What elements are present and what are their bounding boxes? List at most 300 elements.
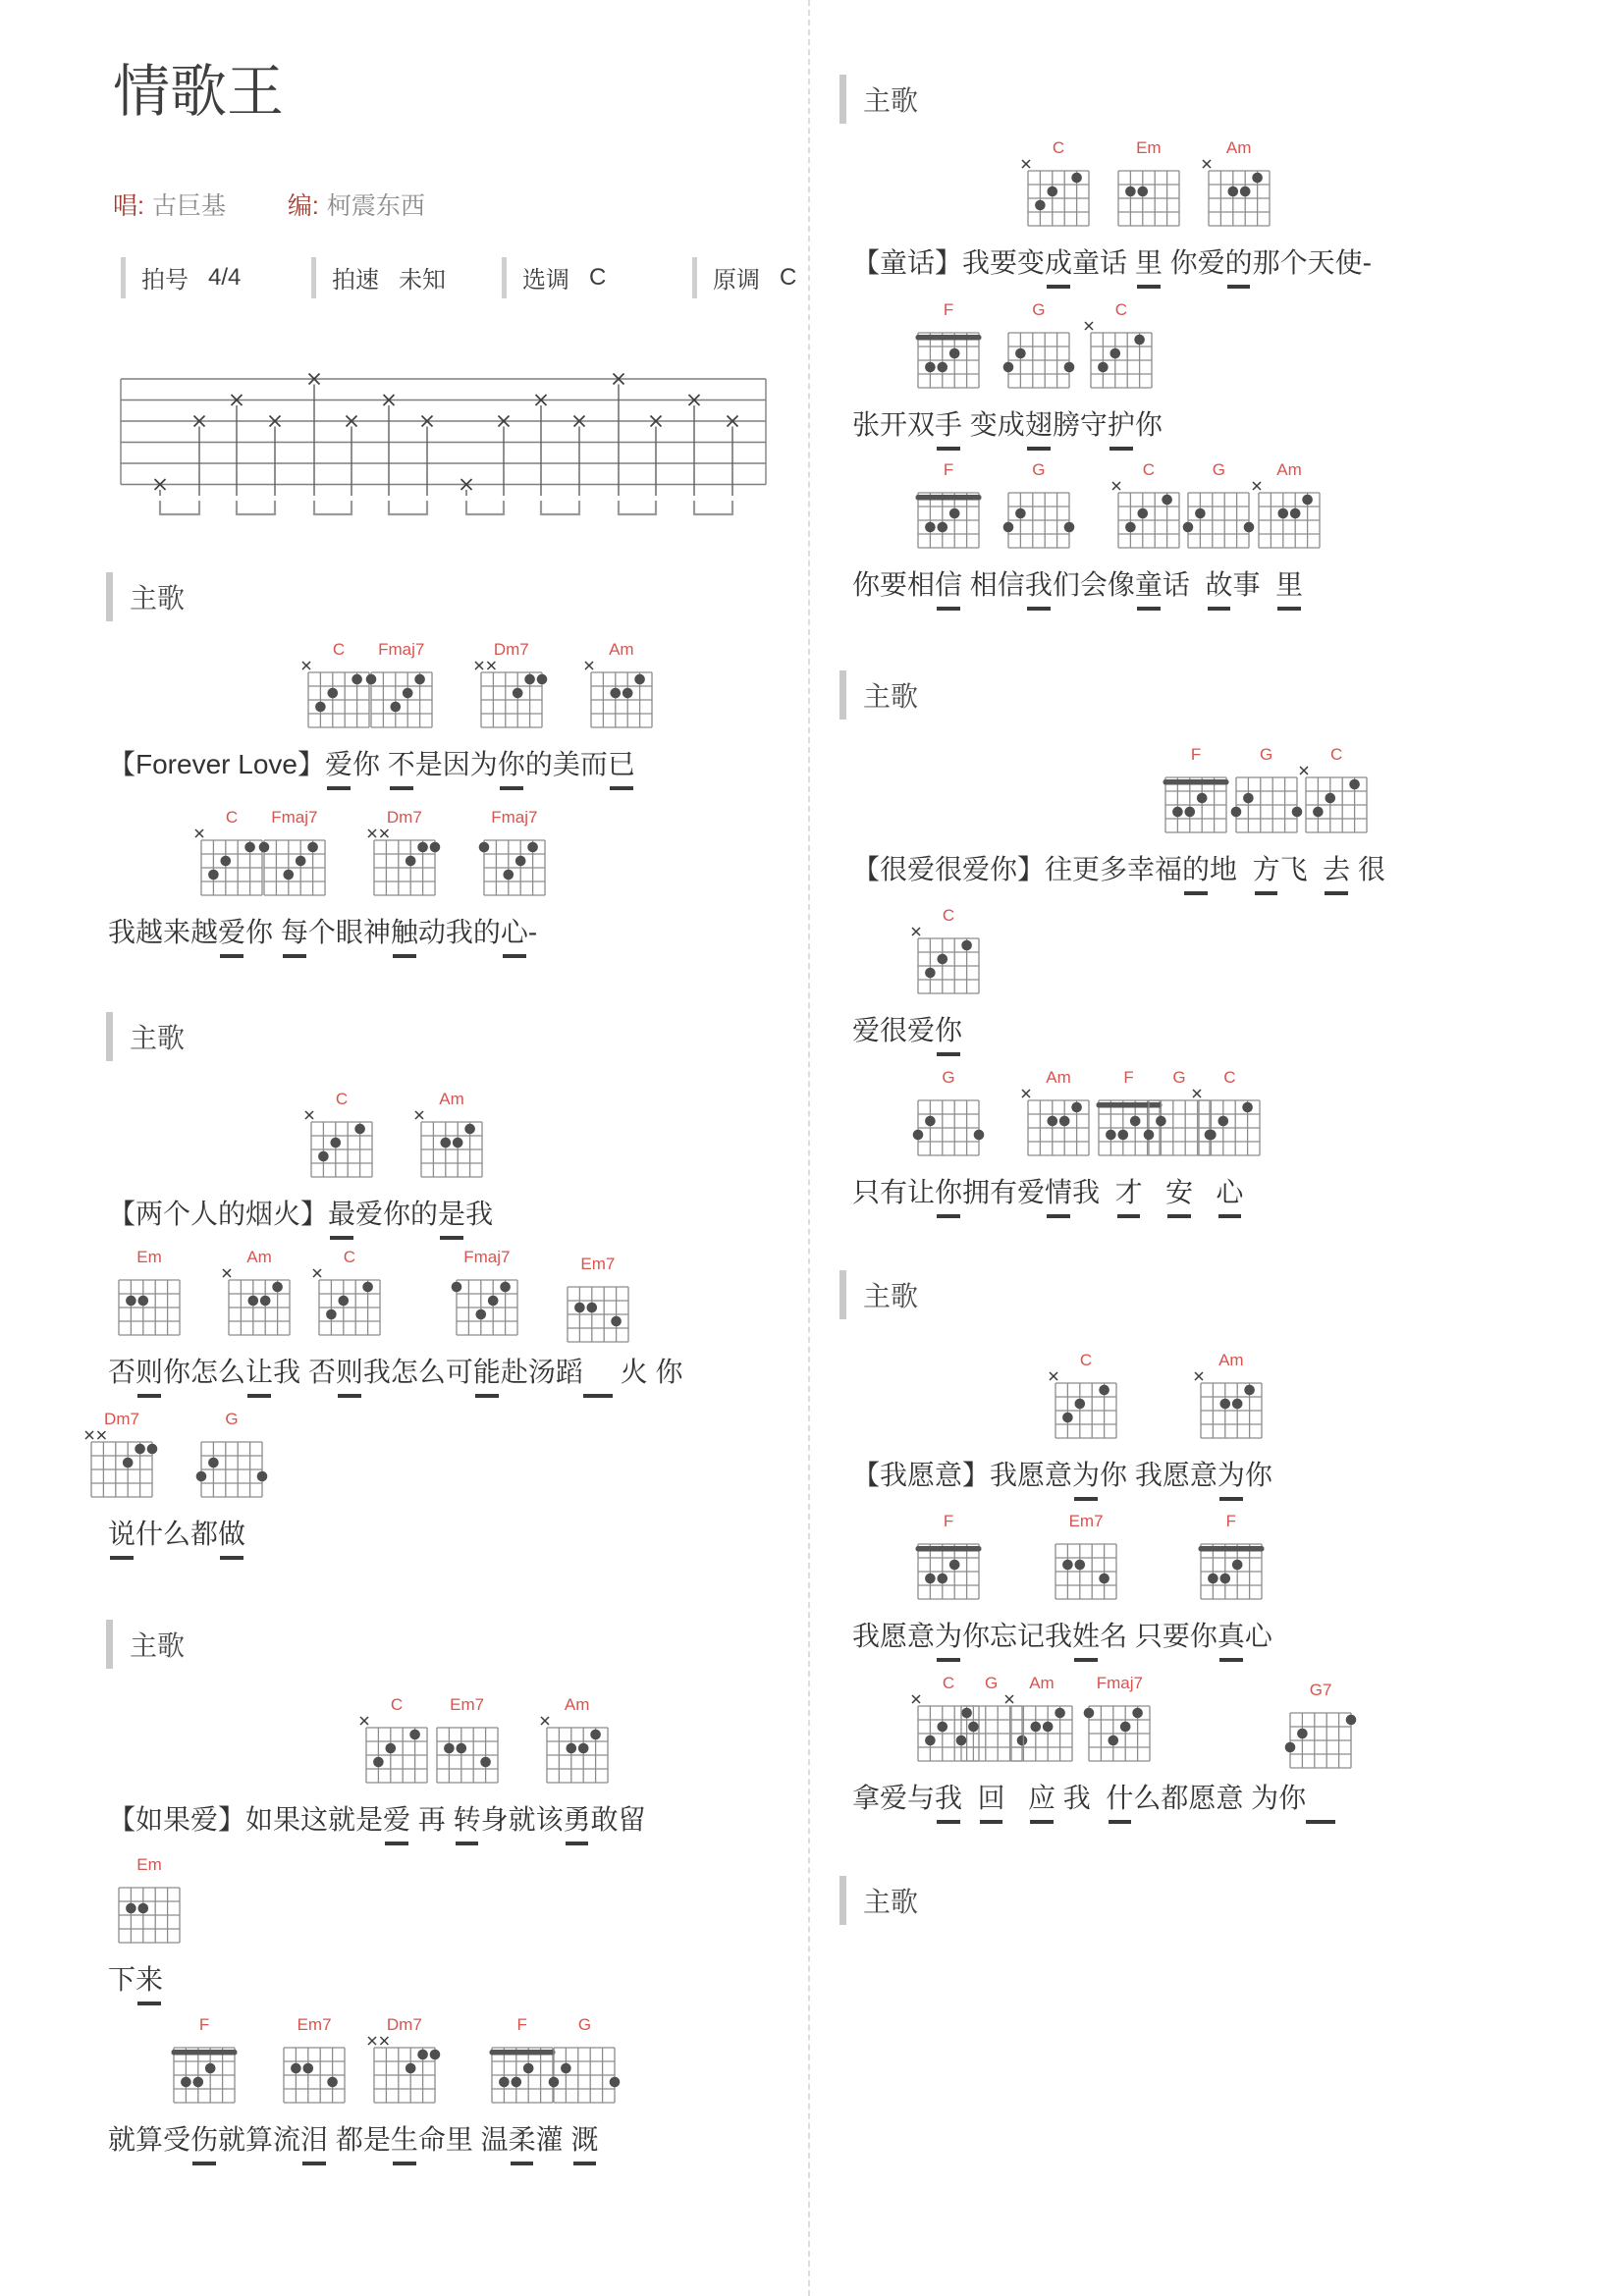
meta-separator bbox=[121, 257, 126, 298]
chord-name-label: G bbox=[942, 1068, 955, 1087]
section-label bbox=[839, 1270, 1615, 1319]
chord-name-label: F bbox=[516, 2014, 527, 2034]
lyric-token: 你 bbox=[1100, 1460, 1135, 1490]
section-label-text: 主歌 bbox=[863, 1281, 919, 1311]
underlined-syllable: G 故 bbox=[1205, 567, 1232, 602]
chord-name-label: C bbox=[1114, 300, 1127, 319]
meta-separator bbox=[692, 257, 697, 298]
underlined-syllable: C 我 bbox=[935, 1781, 962, 1815]
chord-diagram bbox=[110, 1856, 189, 1954]
lyric-row bbox=[852, 906, 1615, 1047]
chord-name-label: G bbox=[984, 1674, 999, 1692]
underlined-syllable: C 心 bbox=[1216, 1175, 1243, 1209]
lyric-line bbox=[852, 460, 1615, 602]
chord-diagram bbox=[475, 809, 554, 907]
chord-grid bbox=[363, 661, 440, 731]
lyric-token: 就算受 bbox=[108, 2123, 191, 2155]
lyric-row bbox=[852, 1512, 1615, 1653]
meta-bar bbox=[121, 257, 798, 298]
meta-separator bbox=[311, 257, 316, 298]
lyric-token bbox=[1193, 1177, 1216, 1207]
lyric-token: 爱很爱 bbox=[852, 1015, 936, 1045]
lyric-token: 么都愿意 为你 bbox=[1133, 1783, 1307, 1813]
lyric-line bbox=[104, 1409, 798, 1551]
underlined-syllable: G 回 bbox=[978, 1781, 1005, 1815]
section-label-text: 主歌 bbox=[863, 85, 919, 116]
meta-tempo: 拍速 未知 bbox=[311, 257, 502, 298]
lyric-token: 爱你的 bbox=[355, 1198, 439, 1229]
chord-grid bbox=[221, 1268, 298, 1339]
lyric-token: 再 bbox=[410, 1803, 454, 1835]
chord-name-label: C bbox=[1079, 1351, 1093, 1369]
arranger-credit bbox=[288, 192, 425, 220]
chord-grid bbox=[473, 661, 550, 731]
lyric-token: 【很爱很爱你】往更多幸福 bbox=[852, 854, 1183, 884]
section-marker-bar bbox=[839, 1270, 846, 1319]
lyric-token: 你爱 bbox=[1162, 247, 1225, 278]
underlined-syllable: F 才 bbox=[1115, 1175, 1143, 1209]
chord-diagram bbox=[472, 641, 551, 739]
underlined-syllable: C 爱 bbox=[218, 915, 245, 949]
lyric-line bbox=[108, 639, 798, 781]
chord-name-label: G bbox=[1259, 745, 1273, 764]
underlined-syllable: Em7 姓 bbox=[1072, 1619, 1100, 1653]
chord-name-label: Am bbox=[246, 1247, 272, 1266]
chord-grid bbox=[1180, 481, 1257, 552]
chord-name-label: F bbox=[1225, 1512, 1237, 1530]
chord-name-label: F bbox=[943, 460, 954, 479]
chord-grid bbox=[1110, 159, 1187, 230]
chord-name-label: Fmaj7 bbox=[271, 807, 318, 827]
chord-name-label: Am bbox=[1046, 1068, 1071, 1087]
chord-name-label: Em7 bbox=[580, 1254, 616, 1273]
chord-name-label: Am bbox=[1029, 1674, 1055, 1692]
chord-grid bbox=[1048, 1371, 1124, 1442]
chord-grid bbox=[910, 1532, 987, 1603]
underlined-syllable: F 柔 bbox=[509, 2122, 536, 2157]
chord-diagram bbox=[428, 1696, 507, 1794]
left-sections bbox=[106, 572, 798, 2157]
chord-grid bbox=[583, 661, 660, 731]
rhythm-pattern-staff bbox=[106, 367, 798, 529]
chord-name-label: G bbox=[1032, 460, 1046, 479]
lyric-token bbox=[1005, 1783, 1028, 1813]
singer-credit bbox=[113, 192, 226, 220]
lyric-line bbox=[852, 300, 1615, 442]
chord-name-label: F bbox=[943, 300, 954, 319]
credits bbox=[113, 187, 798, 222]
lyric-token: 话 bbox=[1162, 569, 1206, 600]
lyric-token: 【如果爱】如果这就是 bbox=[108, 1803, 384, 1835]
chord-grid bbox=[1020, 1089, 1097, 1159]
chord-diagram bbox=[909, 1513, 988, 1611]
chord-diagram bbox=[1019, 1069, 1098, 1167]
chord-grid bbox=[910, 927, 987, 997]
chord-name-label: Em bbox=[136, 1247, 162, 1266]
chord-name-label: Em7 bbox=[1068, 1512, 1104, 1530]
chord-diagram bbox=[1192, 1513, 1271, 1611]
underlined-syllable: C 为 bbox=[1072, 1458, 1100, 1492]
lyric-row bbox=[108, 2014, 798, 2157]
chord-name-label: Em7 bbox=[450, 1694, 485, 1714]
chord-name-label: Fmaj7 bbox=[1096, 1674, 1143, 1692]
section-label bbox=[106, 572, 798, 621]
section-label-text: 主歌 bbox=[863, 681, 919, 712]
lyric-row bbox=[852, 460, 1615, 602]
lyric-token: 是因为 bbox=[414, 748, 498, 779]
arranger-label: 编: bbox=[287, 191, 319, 220]
chord-name-label: G bbox=[1032, 300, 1046, 319]
lyric-token: 我愿意 bbox=[1134, 1460, 1217, 1490]
chord-grid bbox=[1158, 766, 1234, 836]
chord-name-label: G bbox=[225, 1409, 239, 1428]
underlined-syllable: C 成 bbox=[1045, 245, 1072, 280]
chord-diagram bbox=[165, 2016, 243, 2114]
chord-name-label: G bbox=[1212, 460, 1226, 479]
lyric-token: 【童话】我要变 bbox=[852, 247, 1046, 278]
underlined-syllable: C 护 bbox=[1108, 407, 1135, 442]
underlined-rest bbox=[1306, 1681, 1335, 1815]
lyric-token: 你 bbox=[1134, 409, 1163, 440]
lyric-token: 火 你 bbox=[612, 1356, 683, 1387]
chord-name-label: C bbox=[1330, 745, 1343, 764]
meta-play-key: 选调 C bbox=[502, 257, 692, 298]
chord-diagram bbox=[909, 1069, 988, 1167]
chord-diagram bbox=[1250, 461, 1328, 560]
singer-name: 古巨基 bbox=[151, 191, 226, 220]
section-marker-bar bbox=[839, 75, 846, 124]
chord-diagram bbox=[220, 1249, 298, 1347]
chord-name-label: C bbox=[343, 1247, 355, 1266]
underlined-syllable: Dm7 说 bbox=[108, 1517, 135, 1551]
chord-grid bbox=[1228, 766, 1305, 836]
underlined-syllable: G 翅 bbox=[1025, 407, 1053, 442]
lyric-row bbox=[852, 138, 1615, 280]
underlined-syllable: Em 则 bbox=[135, 1355, 163, 1389]
underlined-syllable: F 真 bbox=[1217, 1619, 1245, 1653]
chord-diagram bbox=[538, 1696, 617, 1794]
underlined-syllable: G 做 bbox=[218, 1517, 245, 1551]
chord-grid bbox=[358, 1716, 435, 1787]
chord-name-label: G7 bbox=[1309, 1681, 1332, 1699]
lyric-row bbox=[108, 1854, 798, 1997]
underlined-syllable: Am 是 bbox=[438, 1197, 465, 1231]
chord-name-label: Dm7 bbox=[386, 807, 422, 827]
chord-grid bbox=[1282, 1701, 1359, 1772]
chord-grid bbox=[366, 828, 443, 899]
chord-diagram bbox=[302, 1091, 381, 1189]
lyric-token: 就算流 bbox=[218, 2123, 301, 2155]
lyric-token: 【两个人的烟火】 bbox=[108, 1198, 329, 1229]
section-label-text: 主歌 bbox=[863, 1887, 919, 1917]
underlined-syllable: F 为 bbox=[935, 1619, 962, 1653]
lyric-token: 拥有爱 bbox=[962, 1177, 1046, 1207]
lyric-token: 我 否 bbox=[273, 1356, 336, 1387]
lyric-row bbox=[104, 1409, 798, 1551]
chord-name-label: Am bbox=[1225, 138, 1252, 157]
chord-grid bbox=[1048, 1532, 1124, 1603]
underlined-syllable: Am 里 bbox=[1275, 567, 1303, 602]
underlined-syllable: Fmaj7 心 bbox=[501, 915, 528, 949]
lyric-token: 童话 bbox=[1072, 247, 1135, 278]
chord-name-label: Em bbox=[136, 1854, 162, 1874]
chord-name-label: Dm7 bbox=[493, 639, 529, 659]
chord-grid bbox=[910, 481, 987, 552]
chord-diagram bbox=[1047, 1513, 1125, 1611]
chord-diagram bbox=[1047, 1352, 1125, 1450]
underlined-syllable: Dm7 生 bbox=[391, 2122, 418, 2157]
lyric-line bbox=[852, 745, 1615, 886]
lyric-row bbox=[108, 1694, 798, 1837]
lyric-token: 我愿意 bbox=[852, 1621, 936, 1651]
section-label bbox=[839, 1876, 1615, 1925]
chord-diagram bbox=[1000, 461, 1078, 560]
lyric-line bbox=[852, 138, 1615, 280]
chord-diagram bbox=[357, 1696, 436, 1794]
underlined-syllable: G 溉 bbox=[570, 2122, 598, 2157]
chord-diagram bbox=[365, 2016, 444, 2114]
lyric-row bbox=[108, 807, 798, 949]
lyric-line bbox=[108, 1854, 798, 1997]
underlined-rest bbox=[580, 1254, 616, 1389]
chord-grid bbox=[1020, 159, 1097, 230]
column-divider bbox=[808, 0, 810, 2296]
chord-diagram bbox=[1082, 301, 1161, 400]
chord-name-label: Am bbox=[1276, 460, 1302, 479]
chord-name-label: Am bbox=[609, 639, 634, 659]
lyric-line bbox=[108, 1089, 798, 1231]
lyric-token: 否 bbox=[108, 1356, 136, 1387]
underlined-syllable: Em 里 bbox=[1135, 245, 1163, 280]
lyric-token: 我怎么可 bbox=[362, 1356, 473, 1387]
underlined-syllable: F 手 bbox=[935, 407, 962, 442]
chord-diagram bbox=[1227, 746, 1306, 844]
lyric-row bbox=[852, 1674, 1615, 1815]
lyric-token: 你要相 bbox=[852, 569, 936, 600]
singer-label: 唱: bbox=[113, 191, 144, 220]
meta-separator bbox=[502, 257, 507, 298]
section-marker-bar bbox=[106, 1620, 113, 1669]
underlined-syllable: G 安 bbox=[1165, 1175, 1193, 1209]
underlined-syllable: Am 已 bbox=[608, 747, 635, 781]
lyric-token: 很 bbox=[1350, 854, 1385, 884]
lyric-token: 事 bbox=[1232, 569, 1275, 600]
chord-grid bbox=[193, 1430, 270, 1501]
chord-name-label: Am bbox=[564, 1694, 590, 1714]
chord-name-label: C bbox=[942, 1674, 955, 1692]
lyric-token: 你 bbox=[352, 748, 388, 779]
chord-diagram bbox=[1000, 301, 1078, 400]
chord-name-label: Dm7 bbox=[104, 1409, 139, 1428]
underlined-syllable: Am 的 bbox=[1225, 245, 1253, 280]
chord-grid bbox=[366, 2036, 443, 2107]
underlined-syllable: Dm7 你 bbox=[498, 747, 525, 781]
lyric-token: 我 bbox=[1072, 1177, 1115, 1207]
section-label bbox=[839, 75, 1615, 124]
underlined-syllable: Fmaj7 能 bbox=[473, 1355, 501, 1389]
chord-grid bbox=[1193, 1371, 1270, 1442]
chord-grid bbox=[1001, 321, 1077, 392]
page-title: 情歌王 bbox=[113, 60, 285, 124]
lyric-token bbox=[962, 1783, 978, 1813]
lyric-token: 变成 bbox=[962, 409, 1025, 440]
underlined-syllable: G 我 bbox=[1025, 567, 1053, 602]
section-marker-bar bbox=[106, 1012, 113, 1061]
chord-grid bbox=[1081, 1694, 1158, 1765]
section-label bbox=[106, 1012, 798, 1061]
chord-diagram bbox=[1002, 1675, 1081, 1773]
underlined-syllable: Fmaj7 每 bbox=[281, 915, 308, 949]
chord-name-label: Fmaj7 bbox=[378, 639, 425, 659]
chord-grid bbox=[539, 1716, 616, 1787]
lyric-token: 我 bbox=[1055, 1783, 1107, 1813]
chord-diagram bbox=[192, 1411, 271, 1509]
right-sections bbox=[839, 75, 1615, 1925]
lyric-token: 地 bbox=[1210, 854, 1253, 884]
lyric-token: 什么都 bbox=[135, 1518, 219, 1549]
lyric-line bbox=[108, 807, 798, 949]
meta-original-key: 原调 C bbox=[692, 257, 796, 298]
underlined-syllable: Em7 转 bbox=[454, 1802, 481, 1837]
chord-grid bbox=[546, 2036, 622, 2107]
section-label-text: 主歌 bbox=[130, 1022, 186, 1053]
chord-grid bbox=[560, 1275, 636, 1346]
lyric-token: 你怎么 bbox=[163, 1356, 246, 1387]
lyric-token: 灌 bbox=[535, 2123, 571, 2155]
chord-diagram bbox=[1192, 1352, 1271, 1450]
underlined-syllable: Am 情 bbox=[1045, 1175, 1072, 1209]
chord-diagram bbox=[448, 1249, 526, 1347]
chord-diagram bbox=[412, 1091, 491, 1189]
chord-diagram bbox=[909, 907, 988, 1005]
lyric-token: 我越来越 bbox=[108, 916, 219, 947]
chord-diagram bbox=[1019, 139, 1098, 238]
chord-grid bbox=[1191, 1089, 1268, 1159]
chord-grid bbox=[303, 1110, 380, 1181]
lyric-token: 只有让 bbox=[852, 1177, 936, 1207]
lyric-token: 们会像 bbox=[1052, 569, 1135, 600]
chord-diagram bbox=[582, 641, 661, 739]
chord-diagram bbox=[362, 641, 441, 739]
underlined-syllable: Dm7 触 bbox=[391, 915, 418, 949]
lyric-line bbox=[852, 1351, 1615, 1492]
chord-grid bbox=[1001, 481, 1077, 552]
underlined-syllable: G 方 bbox=[1253, 852, 1280, 886]
underlined-syllable: Fmaj7 不 bbox=[388, 747, 415, 781]
underlined-syllable: C 爱 bbox=[325, 747, 352, 781]
underlined-syllable: C 最 bbox=[328, 1197, 355, 1231]
lyric-line bbox=[108, 2014, 798, 2157]
chord-name-label: G bbox=[577, 2014, 592, 2034]
chord-grid bbox=[1110, 481, 1187, 552]
lyric-token bbox=[1143, 1177, 1165, 1207]
chord-name-label: Dm7 bbox=[386, 2014, 422, 2034]
chord-diagram bbox=[82, 1411, 161, 1509]
lyric-token: 相信 bbox=[962, 569, 1025, 600]
lyric-token: 【Forever Love】 bbox=[108, 748, 325, 779]
chord-name-label: G bbox=[1172, 1068, 1186, 1087]
lyric-token: 下 bbox=[108, 1963, 136, 1995]
chord-diagram bbox=[365, 809, 444, 907]
chord-name-label: F bbox=[1123, 1068, 1134, 1087]
lyric-token: 我 bbox=[465, 1198, 494, 1229]
lyric-token: 【我愿意】我愿意 bbox=[852, 1460, 1073, 1490]
underlined-syllable: Fmaj7 什 bbox=[1106, 1781, 1133, 1815]
chord-name-label: C bbox=[225, 807, 239, 827]
chord-grid bbox=[449, 1268, 525, 1339]
arranger-name: 柯震东西 bbox=[326, 191, 425, 220]
lyric-token: 命里 温 bbox=[417, 2123, 509, 2155]
underlined-syllable: F 的 bbox=[1182, 852, 1210, 886]
section-label bbox=[106, 1620, 798, 1669]
chord-grid bbox=[910, 1089, 987, 1159]
lyric-token: 的美而 bbox=[524, 748, 608, 779]
underlined-syllable: C 你 bbox=[935, 1013, 962, 1047]
chord-diagram bbox=[1157, 746, 1235, 844]
left-column bbox=[106, 0, 798, 2157]
chord-name-label: C bbox=[942, 906, 955, 925]
chord-grid bbox=[1003, 1694, 1080, 1765]
right-column bbox=[839, 0, 1615, 1925]
lyric-line bbox=[852, 1674, 1615, 1815]
lyric-row bbox=[852, 745, 1615, 886]
lyric-token: 敢留 bbox=[590, 1803, 646, 1835]
underlined-syllable: C 爱 bbox=[383, 1802, 410, 1837]
chord-diagram bbox=[1297, 746, 1376, 844]
lyric-token: 拿爱与 bbox=[852, 1783, 936, 1813]
lyric-token: 飞 bbox=[1279, 854, 1324, 884]
underlined-syllable: Am 为 bbox=[1217, 1458, 1245, 1492]
section-marker-bar bbox=[839, 670, 846, 720]
lyric-row bbox=[108, 1089, 798, 1231]
chord-diagram bbox=[1109, 139, 1188, 238]
chord-diagram bbox=[909, 461, 988, 560]
chord-diagram bbox=[1109, 461, 1188, 560]
chord-diagram bbox=[1281, 1682, 1360, 1780]
section-label bbox=[839, 670, 1615, 720]
lyric-token: 心 bbox=[1244, 1621, 1272, 1651]
lyric-row bbox=[108, 1247, 798, 1389]
underlined-syllable: F 伤 bbox=[190, 2122, 218, 2157]
chord-grid bbox=[476, 828, 553, 899]
chord-diagram bbox=[909, 301, 988, 400]
lyric-row bbox=[852, 1068, 1615, 1209]
chord-name-label: F bbox=[943, 1512, 954, 1530]
lyric-token: 你 bbox=[245, 916, 281, 947]
chord-name-label: F bbox=[1190, 745, 1202, 764]
chord-diagram bbox=[1200, 139, 1278, 238]
chord-name-label: Em bbox=[1136, 138, 1162, 157]
underlined-syllable: C 则 bbox=[336, 1355, 363, 1389]
lyric-token: 那个天使- bbox=[1252, 247, 1372, 278]
chord-grid bbox=[83, 1430, 160, 1501]
lyric-token: 赴汤蹈 bbox=[500, 1356, 583, 1387]
underlined-syllable: C 童 bbox=[1135, 567, 1163, 602]
chord-diagram bbox=[1179, 461, 1258, 560]
chord-name-label: C bbox=[335, 1089, 349, 1108]
lyric-line bbox=[852, 906, 1615, 1047]
chord-name-label: C bbox=[332, 639, 346, 659]
underlined-syllable: F 信 bbox=[935, 567, 962, 602]
underlined-syllable: G 你 bbox=[935, 1175, 962, 1209]
chord-grid bbox=[111, 1876, 188, 1947]
chord-grid bbox=[1193, 1532, 1270, 1603]
lyric-token: 膀守 bbox=[1052, 409, 1108, 440]
chord-name-label: C bbox=[1142, 460, 1155, 479]
lyric-token: - bbox=[527, 916, 538, 947]
chord-diagram bbox=[559, 1255, 637, 1354]
chord-name-label: Am bbox=[439, 1089, 464, 1108]
